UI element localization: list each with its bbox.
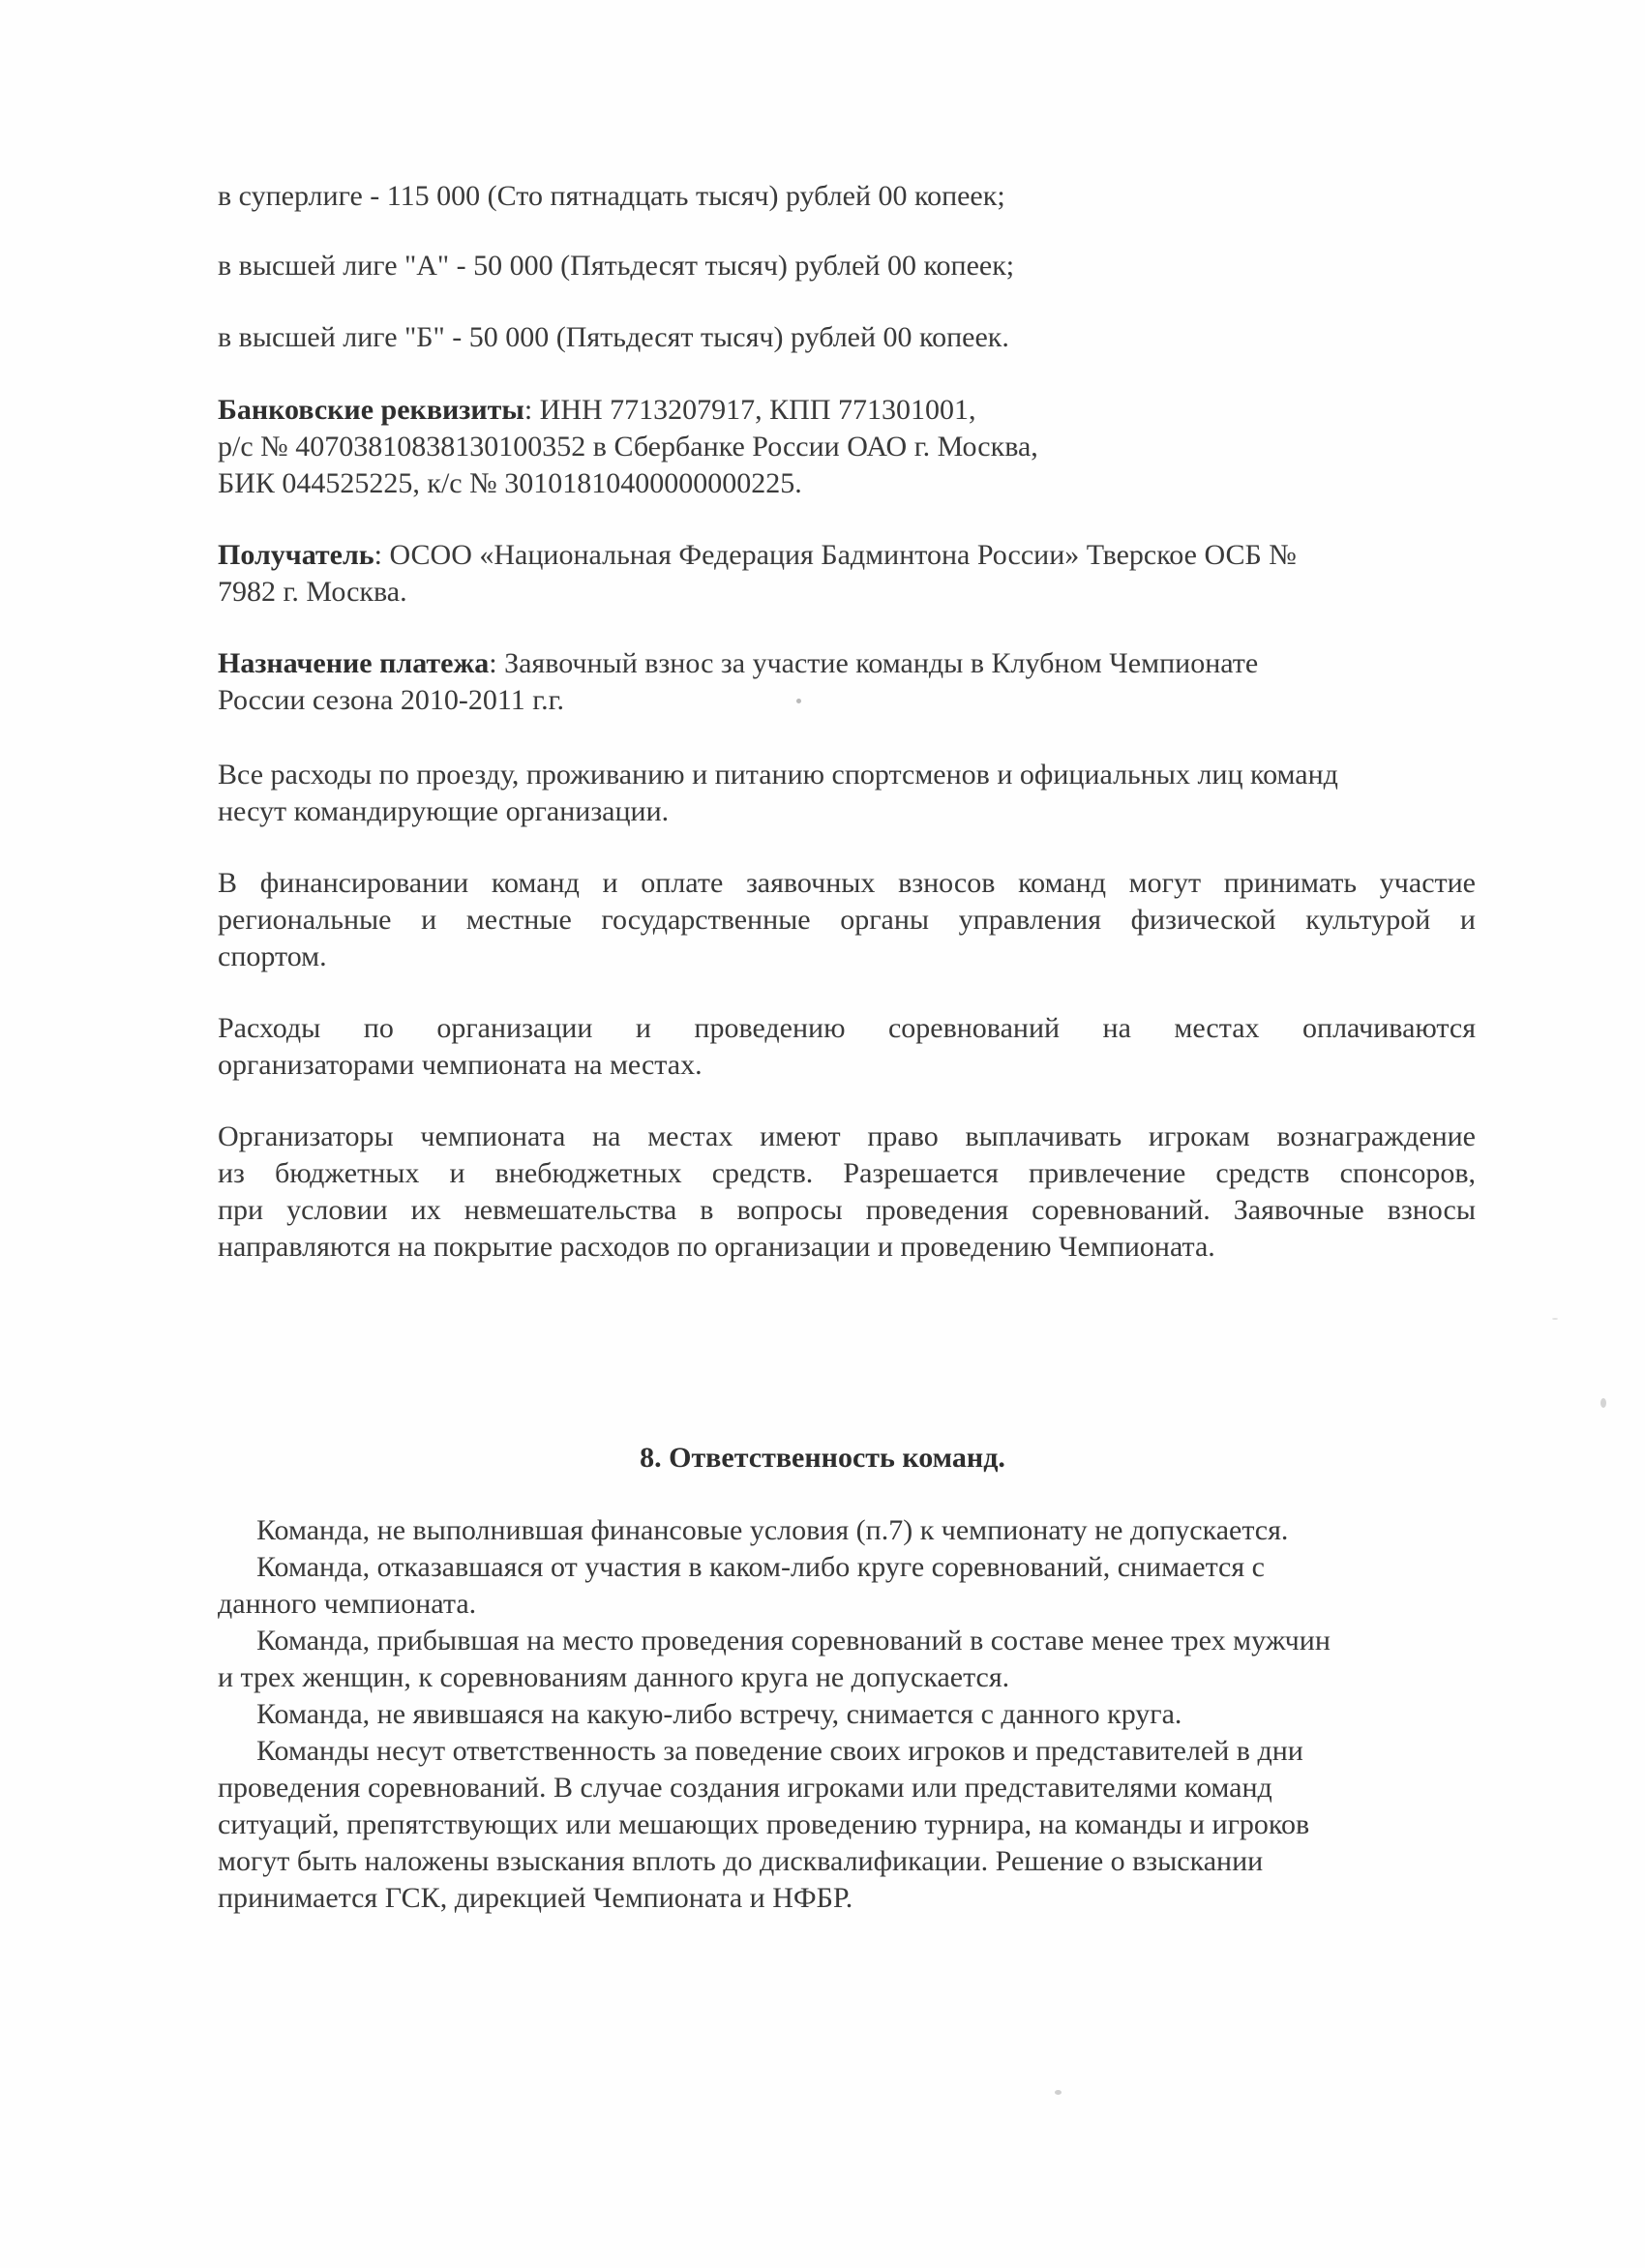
- section-8-line-8: проведения соревнований. В случае создания игроками или представителями команд: [218, 1772, 1272, 1804]
- purpose-label: Назначение платежа: [218, 647, 490, 679]
- rewards-line-3: при условии их невмешательства в вопросы проведения соревнований. Заявочные взносы: [218, 1194, 1476, 1226]
- bank-details-line-1: [218, 392, 975, 429]
- recipient-name: : ОСОО «Национальная Федерация Бадминтона России» Тверское ОСБ №: [374, 539, 1297, 571]
- section-8-line-6: Команда, не явившаяся на какую-либо встречу, снимается с данного круга.: [256, 1698, 1182, 1730]
- purpose-line-1: [218, 645, 1258, 682]
- rewards-line-2: из бюджетных и внебюджетных средств. Разрешается привлечение средств спонсоров,: [218, 1157, 1476, 1189]
- section-8-line-10: могут быть наложены взыскания вплоть до дисквалификации. Решение о взыскании: [218, 1845, 1264, 1877]
- scan-speck: [796, 699, 801, 703]
- scan-speck: [1055, 2090, 1062, 2095]
- recipient-line-1: [218, 537, 1297, 574]
- expenses-line-2: несут командирующие организации.: [218, 795, 670, 827]
- section-8-line-7: Команды несут ответственность за поведение своих игроков и представителей в дни: [256, 1735, 1303, 1767]
- bank-details-account: р/с № 40703810838130100352 в Сбербанке России ОАО г. Москва,: [218, 431, 1038, 463]
- organization-line-1: Расходы по организации и проведению соревнований на местах оплачиваются: [218, 1012, 1476, 1044]
- section-8-line-2: Команда, отказавшаяся от участия в каком-либо круге соревнований, снимается с: [256, 1551, 1265, 1583]
- recipient-city: 7982 г. Москва.: [218, 576, 407, 608]
- fee-superleague: в суперлиге - 115 000 (Сто пятнадцать тысяч) рублей 00 копеек;: [218, 180, 1005, 212]
- bank-details-bik: БИК 044525225, к/с № 30101810400000000225.: [218, 467, 802, 499]
- bank-details-inn-kpp: : ИНН 7713207917, КПП 771301001,: [523, 394, 976, 426]
- section-8-line-9: ситуаций, препятствующих или мешающих проведению турнира, на команды и игроков: [218, 1808, 1310, 1840]
- financing-line-3: спортом.: [218, 940, 327, 972]
- section-8-line-4: Команда, прибывшая на место проведения соревнований в составе менее трех мужчин: [256, 1625, 1331, 1656]
- financing-line-2: региональные и местные государственные органы управления физической культурой и: [218, 904, 1476, 936]
- purpose-text: : Заявочный взнос за участие команды в Клубном Чемпионате: [489, 647, 1259, 679]
- section-8-line-1: Команда, не выполнившая финансовые условия (п.7) к чемпионату не допускается.: [256, 1514, 1289, 1546]
- section-8-line-5: и трех женщин, к соревнованиям данного круга не допускается.: [218, 1661, 1010, 1693]
- expenses-line-1: Все расходы по проезду, проживанию и питанию спортсменов и официальных лиц команд: [218, 759, 1338, 791]
- fee-higher-league-b: в высшей лиге "Б" - 50 000 (Пятьдесят тысяч) рублей 00 копеек.: [218, 321, 1009, 353]
- scan-speck: [1600, 1398, 1606, 1408]
- scan-speck: [1552, 1318, 1558, 1320]
- fee-higher-league-a: в высшей лиге "А" - 50 000 (Пятьдесят тысяч) рублей 00 копеек;: [218, 250, 1015, 282]
- bank-details-label: Банковские реквизиты: [218, 394, 524, 426]
- rewards-line-4: направляются на покрытие расходов по организации и проведению Чемпионата.: [218, 1231, 1215, 1263]
- section-8-line-3: данного чемпионата.: [218, 1588, 477, 1620]
- section-8-title: 8. Ответственность команд.: [640, 1442, 1005, 1474]
- purpose-season: России сезона 2010-2011 г.г.: [218, 684, 565, 716]
- rewards-line-1: Организаторы чемпионата на местах имеют право выплачивать игрокам вознаграждение: [218, 1120, 1476, 1152]
- section-8-line-11: принимается ГСК, дирекцией Чемпионата и НФБР.: [218, 1882, 853, 1914]
- organization-line-2: организаторами чемпионата на местах.: [218, 1049, 703, 1081]
- financing-line-1: В финансировании команд и оплате заявочных взносов команд могут принимать участие: [218, 867, 1476, 899]
- recipient-label: Получатель: [218, 539, 374, 571]
